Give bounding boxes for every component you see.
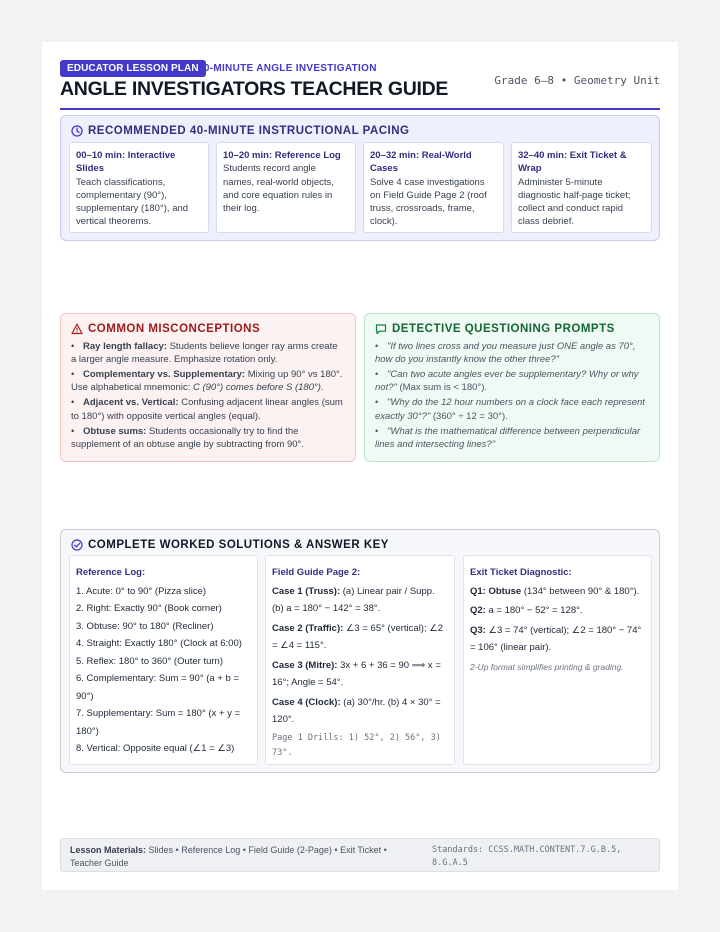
drills-answers: Page 1 Drills: 1) 52°, 2) 56°, 3) 73°. [272, 732, 441, 758]
answer-item [470, 622, 645, 657]
prompt-question: "If two lines cross and you measure just ONE angle as 70°, how do you instantly know the other three?" [375, 341, 636, 366]
header-divider [60, 108, 660, 110]
answer-label: Q2: [470, 605, 486, 616]
pacing-card-title: 32–40 min: Exit Ticket & Wrap [518, 150, 627, 175]
reference-line: 7. Supplementary: Sum = 180° (x + y = 180°) [76, 708, 241, 737]
prompts-list [375, 340, 649, 453]
solutions-heading-text: COMPLETE WORKED SOLUTIONS & ANSWER KEY [88, 539, 389, 551]
case-item [272, 620, 448, 655]
answer-text: (134° between 90° & 180°). [521, 585, 640, 597]
case-label: Case 2 (Traffic): [272, 622, 344, 634]
case-text: (a) Linear pair / Supp. (b) a = 180° − 142° = 38°. [272, 585, 435, 614]
item-label: Obtuse sums: [83, 425, 147, 437]
list-item: • "If two lines cross and you measure just ONE angle as 70°, how do you instantly know the other three?" [375, 341, 636, 366]
prompts-heading-text: DETECTIVE QUESTIONING PROMPTS [392, 323, 615, 335]
pacing-heading-text: RECOMMENDED 40-MINUTE INSTRUCTIONAL PACING [88, 125, 410, 137]
case-text: (a) 30°/hr. (b) 4 × 30° = 120°. [272, 696, 441, 725]
prompts-panel [364, 313, 660, 462]
solutions-heading [71, 539, 389, 551]
solutions-panel [60, 529, 660, 773]
reference-line: 2. Right: Exactly 90° (Book corner) [76, 603, 222, 614]
misconceptions-heading-text: COMMON MISCONCEPTIONS [88, 323, 261, 335]
pacing-card-body: Students record angle names, real-world objects, and core equation rules in their log. [223, 163, 334, 215]
materials-line [70, 844, 420, 869]
pacing-card-body: Solve 4 case investigations on Field Guide Page 2 (roof truss, crossroads, frame, clock). [370, 176, 487, 228]
case-label: Case 4 (Clock): [272, 696, 341, 708]
lesson-page [42, 42, 678, 890]
pacing-card [216, 142, 356, 233]
misconceptions-panel [60, 313, 356, 462]
warning-triangle-icon [71, 323, 83, 335]
case-text: ∠3 = 65° (vertical); ∠2 = ∠4 = 115°. [272, 622, 444, 651]
answer-item [470, 583, 645, 601]
prompt-question: "Can two acute angles ever be supplementary? Why or why not?" [375, 369, 639, 394]
item-label: Complementary vs. Supplementary: [83, 369, 246, 381]
pacing-card-title: 10–20 min: Reference Log [223, 150, 341, 161]
reference-line: 4. Straight: Exactly 180° (Clock at 6:00) [76, 638, 242, 649]
answer-label: Q3: [470, 624, 486, 636]
pacing-card [363, 142, 504, 233]
misconceptions-heading [71, 323, 260, 335]
chat-bubble-icon [375, 323, 387, 335]
item-text: Confusing adjacent linear angles (sum to 180°) with opposite vertical angles (equal). [71, 397, 343, 422]
materials-label: Lesson Materials: [70, 845, 147, 855]
pacing-card-title: 00–10 min: Interactive Slides [76, 150, 176, 175]
check-circle-icon [71, 539, 83, 551]
pacing-card [69, 142, 209, 233]
column-title: Exit Ticket Diagnostic: [470, 567, 572, 578]
misconceptions-list [71, 340, 345, 453]
item-mnemonic: C (90°) comes before S (180°). [192, 382, 324, 394]
reference-line: 8. Vertical: Opposite equal (∠1 = ∠3) [76, 743, 235, 754]
reference-line: 6. Complementary: Sum = 90° (a + b = 90°) [76, 673, 240, 702]
answer-label: Q1: [470, 585, 486, 597]
format-note: 2-Up format simplifies printing & grading. [470, 661, 624, 672]
exit-ticket-column [463, 555, 652, 765]
list-item: • Obtuse sums: Students occasionally try to find the supplement of an obtuse angle by subtracting from 90°. [71, 425, 304, 450]
pacing-card-body: Teach classifications, complementary (90°), supplementary (180°), and vertical theorems. [76, 176, 189, 228]
list-item: • Adjacent vs. Vertical: Confusing adjacent linear angles (sum to 180°) with opposite vertical angles (equal). [71, 397, 343, 422]
standards-line: Standards: CCSS.MATH.CONTENT.7.G.B.5, 8.G.A.5 [432, 845, 622, 868]
case-label: Case 1 (Truss): [272, 585, 341, 597]
reference-log-column [69, 555, 258, 765]
list-item: • Ray length fallacy: Students believe longer ray arms create a larger angle measure. Emphasize rotation only. [71, 341, 338, 366]
prompt-answer: (Max sum is < 180°). [396, 382, 487, 394]
reference-line: 3. Obtuse: 90° to 180° (Recliner) [76, 620, 214, 632]
footer-bar [60, 838, 660, 872]
answer-text: a = 180° − 52° = 128°. [485, 605, 583, 616]
grade-label: Grade 6–8 • Geometry Unit [494, 74, 660, 87]
pacing-heading [71, 125, 410, 137]
case-item [272, 657, 448, 692]
list-item: • "Can two acute angles ever be supplementary? Why or why not?" (Max sum is < 180°). [375, 369, 639, 394]
case-item [272, 583, 448, 618]
item-text: Students occasionally try to find the supplement of an obtuse angle by subtracting from 90°. [71, 425, 304, 450]
answer-keyword: Obtuse [485, 585, 522, 597]
column-title: Reference Log: [76, 567, 146, 578]
prompts-heading [375, 323, 615, 335]
pacing-panel [60, 115, 660, 241]
educator-badge: EDUCATOR LESSON PLAN [60, 60, 206, 77]
answer-item [470, 602, 645, 620]
item-label: Ray length fallacy: [83, 341, 167, 352]
pacing-card-title: 20–32 min: Real-World Cases [370, 150, 472, 175]
case-item [272, 694, 448, 729]
item-text: Mixing up 90° vs 180°. Use alphabetical mnemonic: [71, 369, 343, 394]
item-label: Adjacent vs. Vertical: [83, 397, 179, 409]
list-item: • "Why do the 12 hour numbers on a clock face each represent exactly 30°?" (360° ÷ 12 = 30°). [375, 397, 645, 422]
reference-line: 5. Reflex: 180° to 360° (Outer turn) [76, 655, 224, 667]
pacing-card [511, 142, 652, 233]
case-label: Case 3 (Mitre): [272, 659, 338, 671]
prompt-answer: (360° ÷ 12 = 30°). [430, 410, 508, 422]
answer-text: ∠3 = 74° (vertical); ∠2 = 180° − 74° = 106° (linear pair). [470, 624, 642, 653]
list-item: • Complementary vs. Supplementary: Mixing up 90° vs 180°. Use alphabetical mnemonic: C (90°) comes before S (180°). [71, 369, 343, 394]
case-text: 3x + 6 + 36 = 90 ⟹ x = 16°; Angle = 54°. [272, 659, 441, 688]
item-text: Students believe longer ray arms create a larger angle measure. Emphasize rotation only. [71, 341, 338, 366]
prompt-question: "Why do the 12 hour numbers on a clock face each represent exactly 30°?" [375, 397, 645, 422]
page-title: ANGLE INVESTIGATORS TEACHER GUIDE [60, 78, 449, 100]
clock-icon [71, 125, 83, 137]
header-kicker: 40-MINUTE ANGLE INVESTIGATION [198, 63, 377, 74]
pacing-card-body: Administer 5-minute diagnostic half-page ticket; collect and conduct rapid class debrief. [518, 176, 631, 228]
column-title: Field Guide Page 2: [272, 567, 361, 578]
list-item: • "What is the mathematical difference between perpendicular lines and intersecting lines?" [375, 425, 641, 450]
field-guide-column [265, 555, 455, 765]
materials-text: Slides • Reference Log • Field Guide (2-Page) • Exit Ticket • Teacher Guide [70, 845, 387, 868]
reference-line: 1. Acute: 0° to 90° (Pizza slice) [76, 585, 207, 597]
prompt-question: "What is the mathematical difference between perpendicular lines and intersecting lines?" [375, 425, 641, 450]
